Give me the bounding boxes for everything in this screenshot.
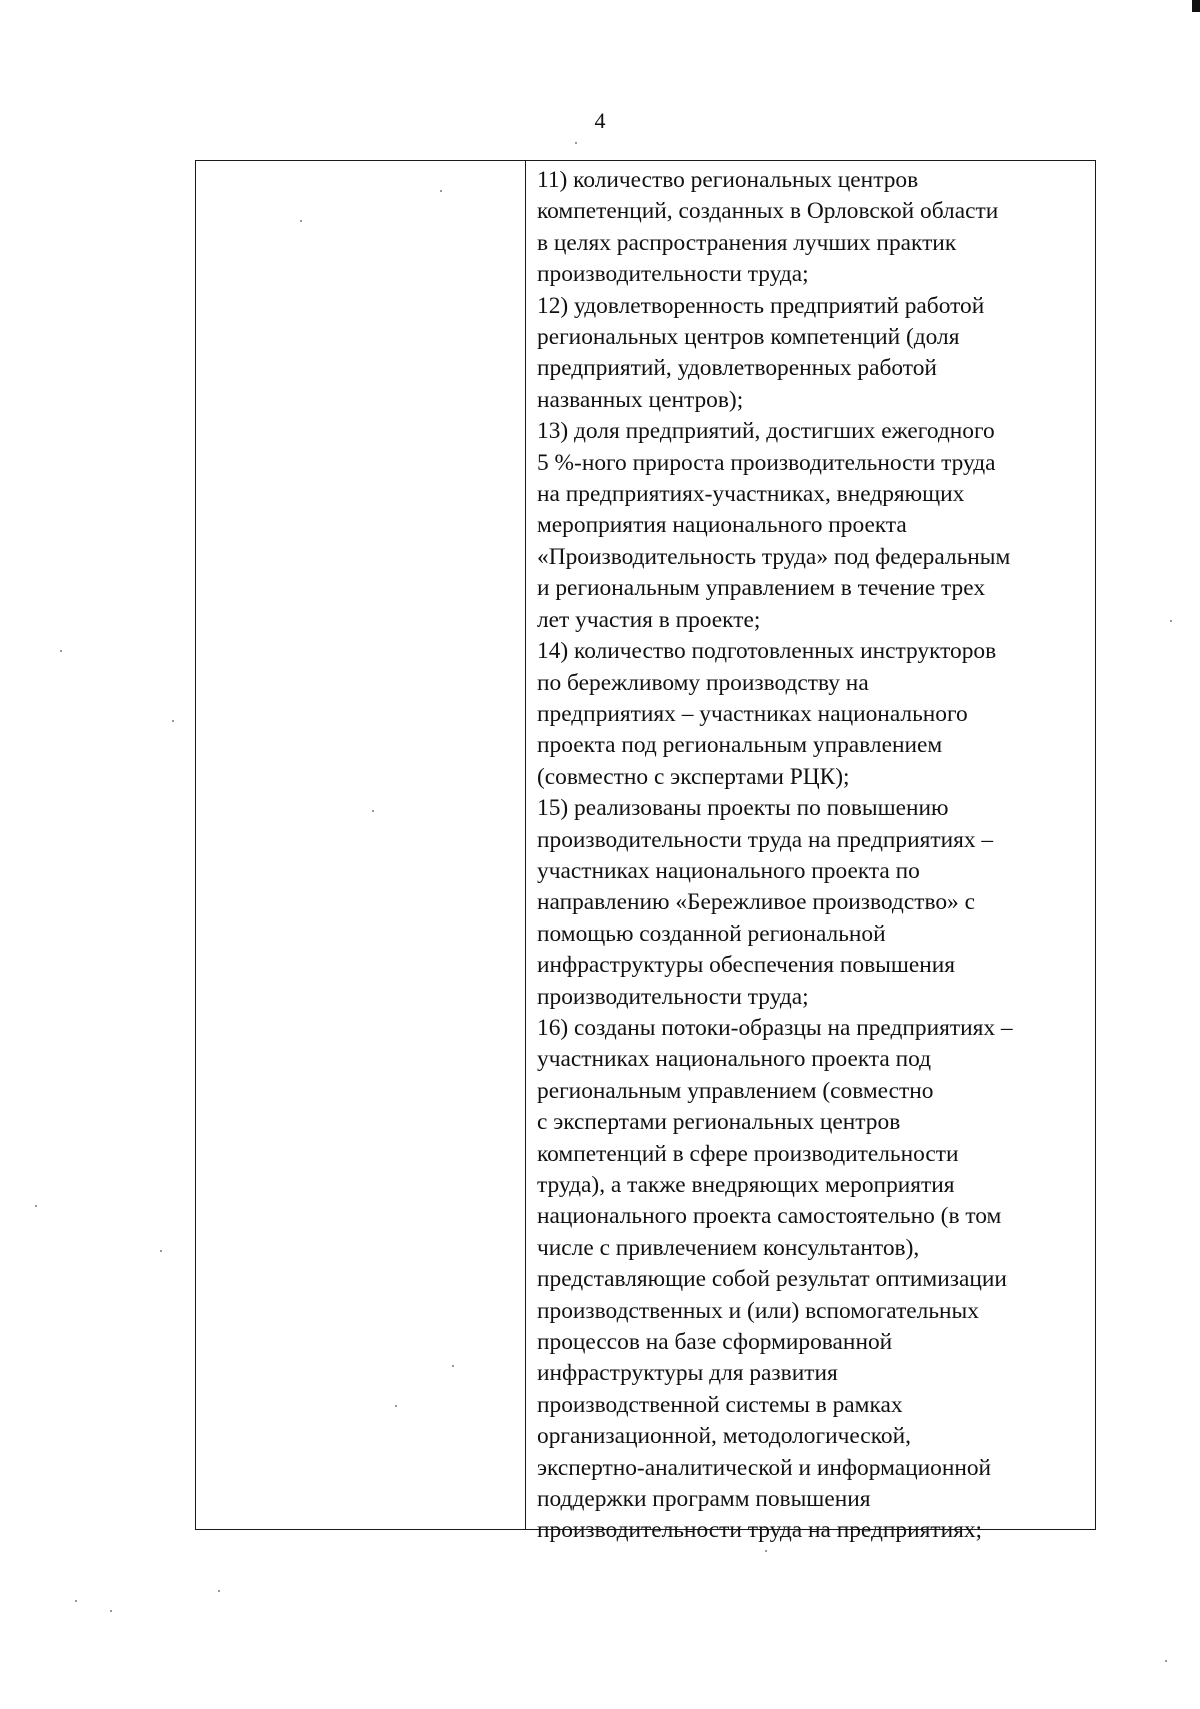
text-line: 14) количество подготовленных инструкторов xyxy=(537,638,997,665)
scan-speck xyxy=(765,1550,767,1552)
text-line: лет участия в проекте; xyxy=(537,606,761,633)
text-line: организационной, методологической, xyxy=(537,1423,911,1450)
text-line: предприятий, удовлетворенных работой xyxy=(537,355,937,382)
text-line: 5 %-ного прироста производительности труда xyxy=(537,449,996,476)
scan-speck xyxy=(452,1365,454,1367)
text-line: мероприятия национального проекта xyxy=(537,512,907,539)
text-line: производственных и (или) вспомогательных xyxy=(537,1297,979,1324)
text-line: производительности труда; xyxy=(537,261,809,288)
text-line: предприятиях – участниках национального xyxy=(537,700,968,727)
text-line: помощью созданной региональной xyxy=(537,920,886,947)
page-number: 4 xyxy=(594,108,606,133)
text-line: производственной системы в рамках xyxy=(537,1391,903,1418)
table-left-cell xyxy=(196,161,526,1529)
text-line: направлению «Бережливое производство» с xyxy=(537,889,975,916)
text-line: производительности труда; xyxy=(537,983,809,1010)
scan-speck xyxy=(372,810,374,812)
document-table xyxy=(195,160,1096,1544)
scan-speck xyxy=(75,1600,77,1602)
text-line: 15) реализованы проекты по повышению xyxy=(537,795,949,822)
scan-speck xyxy=(160,1250,162,1252)
text-line: национального проекта самостоятельно (в том xyxy=(537,1203,1002,1230)
text-line: участниках национального проекта по xyxy=(537,857,920,884)
text-line: производительности труда на предприятиях – xyxy=(537,826,994,853)
scan-speck xyxy=(172,720,174,722)
text-line: по бережливому производству на xyxy=(537,669,869,696)
text-line: 16) созданы потоки-образцы на предприятиях – xyxy=(537,1014,1013,1041)
text-line: названных центров); xyxy=(537,386,744,413)
scan-speck xyxy=(110,1610,112,1612)
text-line: проекта под региональным управлением xyxy=(537,732,943,759)
scan-speck xyxy=(575,142,577,144)
scan-speck xyxy=(440,190,442,192)
scan-speck xyxy=(1170,620,1172,622)
table-right-cell xyxy=(526,161,1095,1544)
text-line: поддержки программ повышения xyxy=(537,1486,871,1513)
text-line: на предприятиях-участниках, внедряющих xyxy=(537,481,965,508)
text-line: экспертно-аналитической и информационной xyxy=(537,1454,992,1481)
text-line: труда), а также внедряющих мероприятия xyxy=(537,1172,955,1198)
scan-speck xyxy=(1165,1660,1167,1662)
text-line: участниках национального проекта под xyxy=(537,1046,932,1073)
text-line: с экспертами региональных центров xyxy=(537,1109,901,1136)
text-line: региональным управлением (совместно xyxy=(537,1077,934,1104)
text-line: 12) удовлетворенность предприятий работой xyxy=(537,292,985,319)
text-line: «Производительность труда» под федеральным xyxy=(537,543,1011,570)
scan-speck xyxy=(218,1590,220,1592)
text-line: компетенций в сфере производительности xyxy=(537,1140,959,1167)
text-line: процессов на базе сформированной xyxy=(537,1329,893,1356)
text-line: 13) доля предприятий, достигших ежегодного xyxy=(537,418,995,445)
text-line: 11) количество региональных центров xyxy=(537,167,919,193)
text-line: инфраструктуры для развития xyxy=(537,1360,838,1387)
scan-corner-mark xyxy=(1192,0,1200,12)
text-line: в целях распространения лучших практик xyxy=(537,229,957,256)
scan-speck xyxy=(300,220,302,222)
text-line: компетенций, созданных в Орловской области xyxy=(537,198,999,225)
text-line: числе с привлечением консультантов), xyxy=(537,1234,920,1261)
scan-speck xyxy=(395,1405,397,1407)
text-line: инфраструктуры обеспечения повышения xyxy=(537,952,956,979)
text-line: и региональным управлением в течение трех xyxy=(537,575,986,602)
text-line: представляющие собой результат оптимизации xyxy=(537,1266,1007,1293)
text-line: (совместно с экспертами РЦК); xyxy=(537,763,850,790)
scan-speck xyxy=(60,650,62,652)
text-line: региональных центров компетенций (доля xyxy=(537,324,960,351)
text-line: производительности труда на предприятиях; xyxy=(537,1517,983,1544)
scan-speck xyxy=(35,1205,37,1207)
